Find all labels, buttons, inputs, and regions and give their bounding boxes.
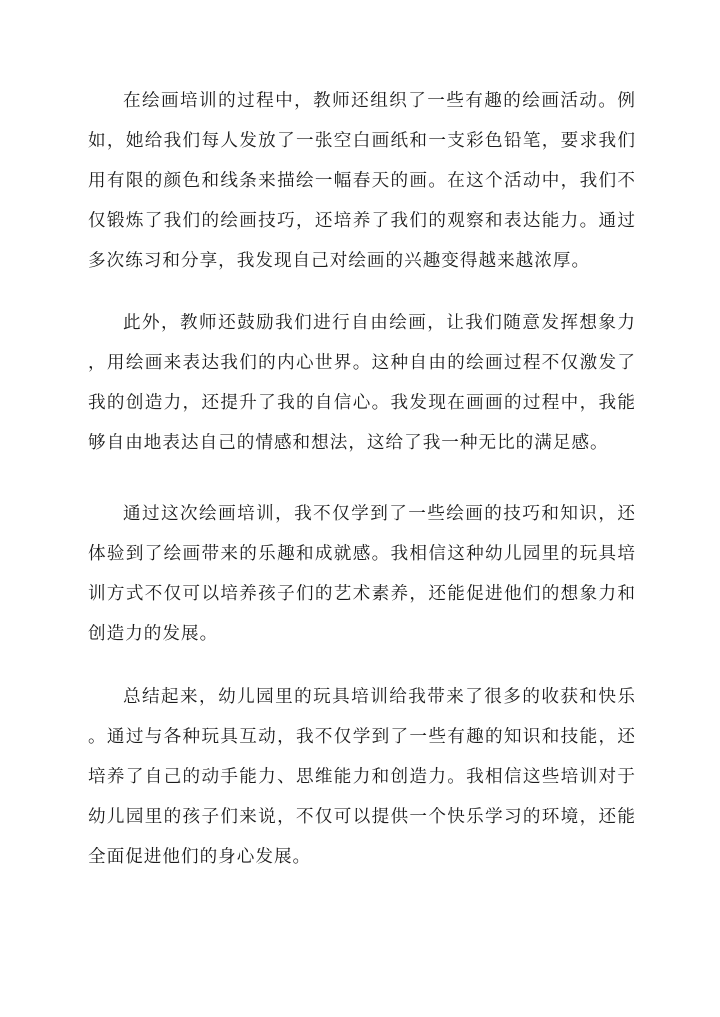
text-line: 在绘画培训的过程中，教师还组织了一些有趣的绘画活动。例: [123, 91, 636, 111]
text-line: 如，她给我们每人发放了一张空白画纸和一支彩色铅笔，要求我们: [88, 131, 636, 151]
text-line: 够自由地表达自己的情感和想法，这给了我一种无比的满足感。: [88, 433, 609, 453]
paragraph-painting-activities: [88, 81, 636, 281]
text-line: 多次练习和分享，我发现自己对绘画的兴趣变得越来越浓厚。: [88, 251, 591, 271]
paragraph-free-drawing: [88, 303, 636, 463]
text-line: 仅锻炼了我们的绘画技巧，还培养了我们的观察和表达能力。通过: [88, 211, 636, 231]
text-line: 幼儿园里的孩子们来说，不仅可以提供一个快乐学习的环境，还能: [88, 807, 636, 827]
text-line: 我的创造力，还提升了我的自信心。我发现在画画的过程中，我能: [88, 393, 636, 413]
text-line: 总结起来，幼儿园里的玩具培训给我带来了很多的收获和快乐: [123, 687, 636, 707]
text-line: 通过这次绘画培训，我不仅学到了一些绘画的技巧和知识，还: [123, 504, 636, 524]
text-line: 用有限的颜色和线条来描绘一幅春天的画。在这个活动中，我们不: [88, 171, 636, 191]
text-line: 体验到了绘画带来的乐趣和成就感。我相信这种幼儿园里的玩具培: [88, 544, 636, 564]
text-line: 训方式不仅可以培养孩子们的艺术素养，还能促进他们的想象力和: [88, 584, 636, 604]
text-line: ，用绘画来表达我们的内心世界。这种自由的绘画过程不仅激发了: [88, 353, 636, 373]
text-line: 全面促进他们的身心发展。: [88, 847, 312, 867]
text-line: 此外，教师还鼓励我们进行自由绘画，让我们随意发挥想象力: [123, 313, 636, 333]
paragraph-conclusion: [88, 677, 636, 877]
text-line: 创造力的发展。: [88, 624, 219, 644]
text-line: 培养了自己的动手能力、思维能力和创造力。我相信这些培训对于: [88, 767, 636, 787]
paragraph-training-benefits: [88, 494, 636, 654]
text-line: 。通过与各种玩具互动，我不仅学到了一些有趣的知识和技能，还: [88, 727, 636, 747]
